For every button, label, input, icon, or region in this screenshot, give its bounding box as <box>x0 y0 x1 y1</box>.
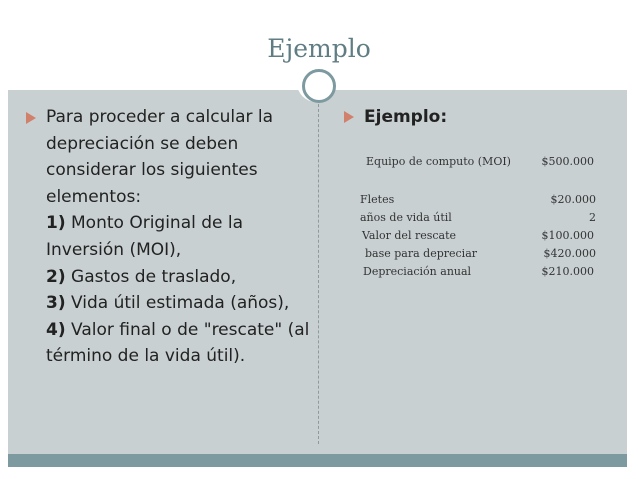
item-num-1: 1) <box>46 213 66 234</box>
item-num-2: 2) <box>46 266 66 287</box>
footer-band <box>8 454 627 467</box>
item-num-4: 4) <box>46 319 66 340</box>
item-text-3: Vida útil estimada (años), <box>71 293 290 314</box>
bullet-icon <box>26 112 36 124</box>
right-heading-label: Ejemplo: <box>364 107 448 127</box>
item-text-1: Monto Original de la Inversión (MOI), <box>46 213 244 260</box>
table-row <box>362 227 594 243</box>
row-label: Valor del rescate <box>362 228 457 242</box>
table-row <box>366 153 594 169</box>
right-heading <box>344 104 447 130</box>
circle-ornament-icon <box>302 69 336 103</box>
row-value: $20.000 <box>550 192 596 206</box>
column-divider <box>318 104 320 444</box>
row-value: $500.000 <box>541 154 594 168</box>
table-row <box>365 245 596 261</box>
item-text-2: Gastos de traslado, <box>71 266 237 287</box>
table-row <box>363 263 594 279</box>
row-value: $100.000 <box>541 228 594 242</box>
row-label: base para depreciar <box>365 246 478 260</box>
row-label: Fletes <box>360 192 395 206</box>
left-column <box>26 104 311 370</box>
row-value: 2 <box>589 210 596 224</box>
table-row <box>360 191 596 207</box>
left-text <box>46 104 311 370</box>
item-text-4: Valor final o de "rescate" (al término de la vida útil). <box>46 319 310 367</box>
item-num-3: 3) <box>46 293 66 314</box>
row-label: años de vida útil <box>360 210 452 224</box>
slide-title: Ejemplo <box>267 34 371 63</box>
row-value: $420.000 <box>543 246 596 260</box>
row-value: $210.000 <box>541 264 594 278</box>
intro-text: Para proceder a calcular la depreciación se deben considerar los siguientes elementos: <box>46 107 274 207</box>
row-label: Equipo de computo (MOI) <box>366 154 511 168</box>
bullet-icon <box>344 111 354 123</box>
table-row <box>360 209 596 225</box>
row-label: Depreciación anual <box>363 264 472 278</box>
